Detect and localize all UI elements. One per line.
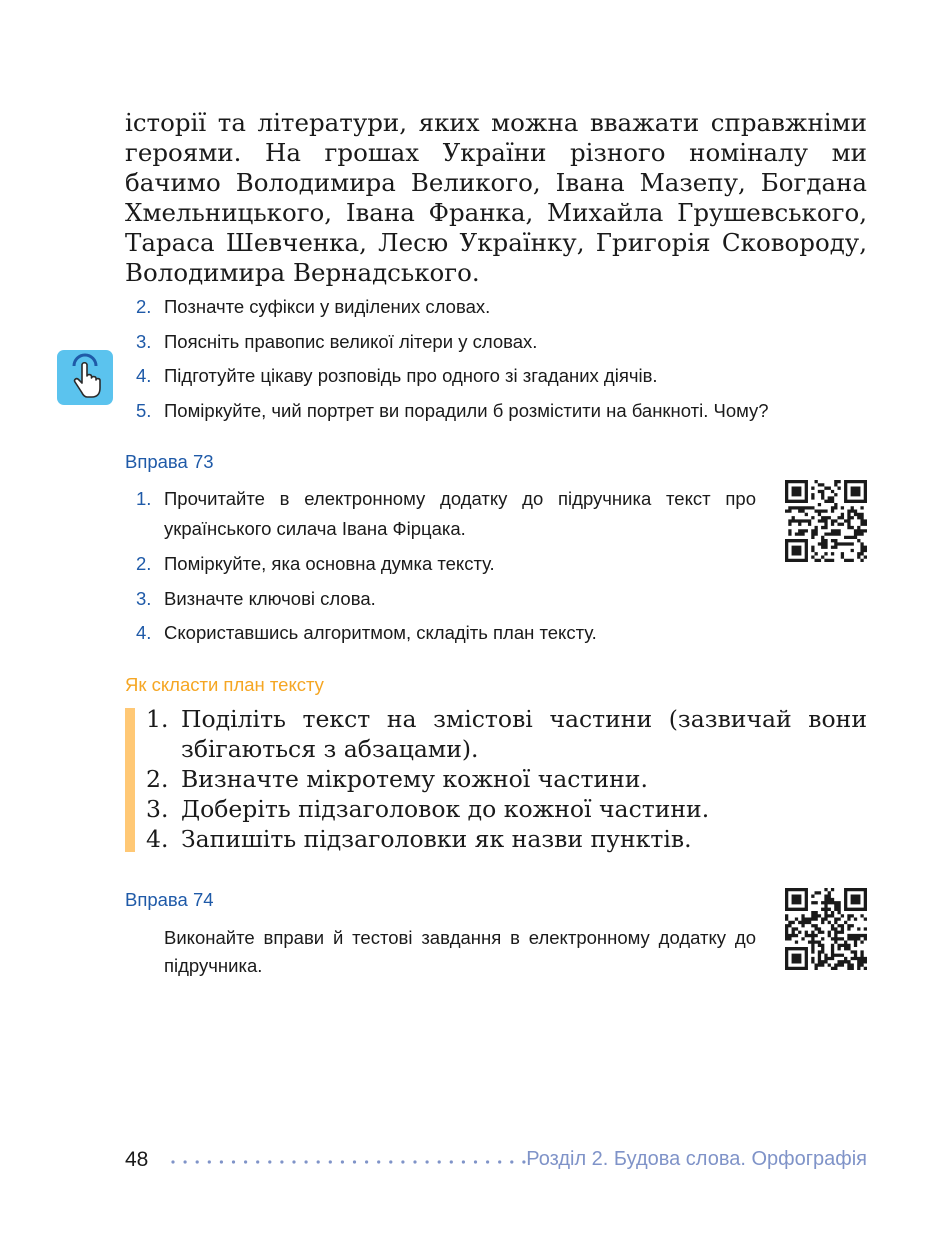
- chapter-title: Розділ 2. Будова слова. Орфографія: [526, 1148, 867, 1170]
- plan-step: [146, 794, 867, 824]
- task-text: Підготуйте цікаву розповідь про одного зі згаданих діячів.: [164, 365, 658, 386]
- task-number: 2.: [136, 553, 152, 574]
- task-item: [125, 584, 867, 619]
- plan-step-text: Поділіть текст на змістові частини (зазвичай вони збігаються з абзацами).: [181, 705, 867, 763]
- task-text: Скориставшись алгоритмом, складіть план тексту.: [164, 622, 597, 643]
- plan-step-text: Доберіть підзаголовок до кожної частини.: [181, 795, 710, 823]
- dotted-leader: [170, 1158, 540, 1166]
- task-text: Поміркуйте, чий портрет ви порадили б розмістити на банкноті. Чому?: [164, 399, 769, 421]
- task-number: 4.: [136, 365, 152, 386]
- task-item: [125, 396, 867, 431]
- plan-heading: Як скласти план тексту: [125, 674, 324, 695]
- exercise-74-text: Виконайте вправи й тестові завдання в електронному додатку до підручника.: [164, 927, 756, 976]
- plan-step: [146, 704, 867, 764]
- plan-step: [146, 764, 867, 794]
- page-footer: [125, 1148, 867, 1178]
- task-number: 3.: [136, 587, 152, 609]
- task-number: 1.: [136, 488, 152, 509]
- task-text: Поміркуйте, яка основна думка тексту.: [164, 553, 495, 574]
- intro-paragraph: історії та літератури, яких можна вважати справжніми героями. На грошах України різного номіналу ми бачимо Володимира Великого, Івана Мазепу, Богдана Хмельницького, Івана Франка, Михайла Грушевського, Тараса Шевченка, Лесю Українку, Григорія Сковороду, Володимира Вернадського.: [125, 108, 867, 287]
- plan-step-text: Визначте мікротему кожної частини.: [181, 765, 648, 793]
- task-text: Позначте суфікси у виділених словах.: [164, 296, 491, 317]
- page-number: 48: [125, 1148, 149, 1171]
- plan-steps: [146, 704, 867, 854]
- qr-code-icon[interactable]: [785, 888, 867, 970]
- exercise-73-tasks: [125, 484, 867, 653]
- plan-accent-bar: [125, 708, 135, 852]
- task-number: 5.: [136, 399, 152, 421]
- task-number: 2.: [136, 296, 152, 317]
- exercise-73-heading: Вправа 73: [125, 451, 214, 472]
- plan-step-number: 2.: [146, 765, 169, 793]
- hand-pointer-icon: [57, 350, 113, 405]
- task-item: [125, 618, 867, 653]
- task-text: Поясніть правопис великої літери у словах.: [164, 330, 538, 352]
- task-item: [125, 549, 867, 584]
- task-item: [125, 484, 756, 549]
- plan-step-number: 3.: [146, 795, 169, 823]
- task-item: [125, 292, 867, 327]
- exercise-74-heading: Вправа 74: [125, 889, 214, 910]
- task-text: Визначте ключові слова.: [164, 587, 376, 609]
- plan-step-number: 4.: [146, 825, 169, 853]
- plan-step-text: Запишіть підзаголовки як назви пунктів.: [181, 825, 692, 853]
- task-item: [125, 361, 867, 396]
- task-number: 4.: [136, 622, 152, 643]
- task-item: [125, 327, 867, 362]
- task-number: 3.: [136, 330, 152, 352]
- tasks-list-top: [125, 292, 867, 430]
- task-text: Прочитайте в електронному додатку до підручника текст про українського силача Івана Фірцака.: [164, 488, 756, 539]
- plan-step-number: 1.: [146, 705, 169, 733]
- plan-step: [146, 824, 867, 854]
